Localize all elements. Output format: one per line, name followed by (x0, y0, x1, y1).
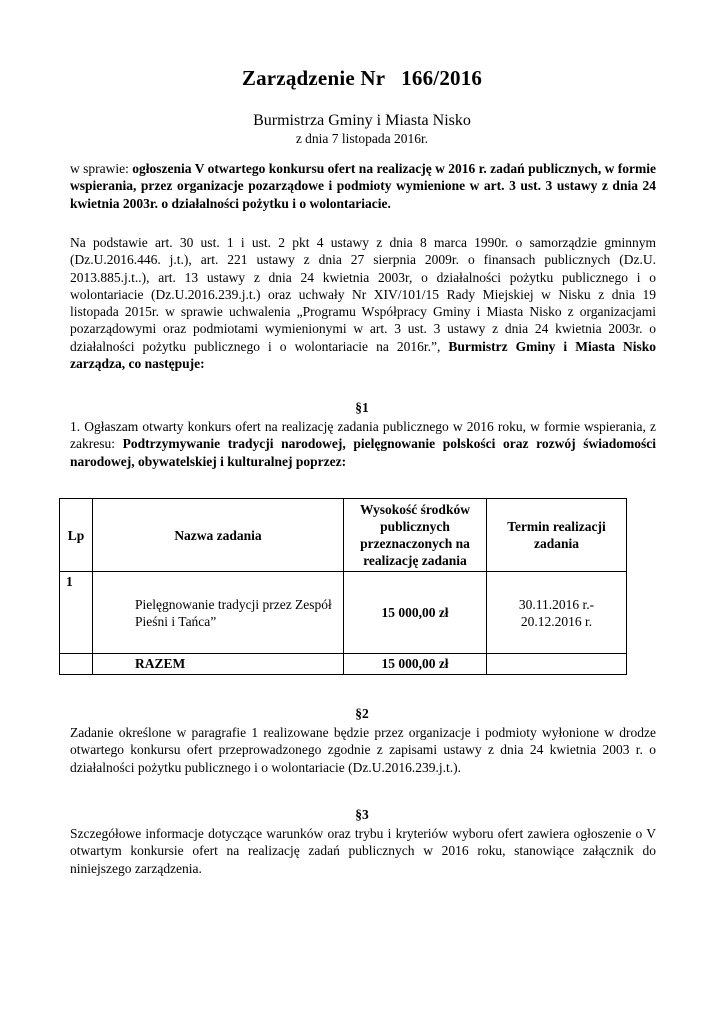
document-title: Zarządzenie Nr 166/2016 (241, 66, 483, 90)
header-term: Termin realizacji zadania (487, 499, 627, 572)
section-1-heading: §1 (355, 400, 369, 415)
header-task-name: Nazwa zadania (93, 499, 344, 572)
issuer-subtitle: Burmistrza Gminy i Miasta Nisko (253, 112, 471, 129)
row-term: 30.11.2016 r.- 20.12.2016 r. (487, 572, 627, 654)
legal-basis-paragraph (70, 234, 656, 372)
legal-basis-decision: Burmistrz Gminy i Miasta Nisko zarządza, co następuje: (70, 338, 656, 372)
section-2-heading: §2 (355, 706, 369, 721)
legal-basis-text: Na podstawie art. 30 ust. 1 i ust. 2 pkt 4 ustawy z dnia 8 marca 1990r. o samorządzie gminnym (Dz.U.2016.446. j.t.), art. 221 ustawy z dnia 27 sierpnia 2009r. o finansach publicznych (Dz.U. 2013.885.j.t..), art. 13 ustawy z dnia 24 kwietnia 2003r, o działalności pożytku publicznego i o wolontariacie (Dz.U.2016.239.j.t.) oraz uchwały Nr XIV/101/15 Rady Miejskiej w Nisku z dnia 19 listopada 2015r. w sprawie uchwalenia „Programu Współpracy Gminy i Miasta Nisko z organizacjami pozarządowymi oraz podmiotami wymienionymi w art. 3 ust. 3 ustawy z dnia 24 kwietnia 2003r. o działalności pożytku publicznego i o wolontariacie na 2016r.”, (70, 235, 656, 354)
row-task-name: Pielęgnowanie tradycji przez Zespół Pieśni i Tańca” (93, 572, 344, 654)
table-row (60, 572, 627, 654)
tasks-table (59, 498, 627, 675)
header-amount: Wysokość środków publicznych przeznaczonych na realizację zadania (344, 499, 487, 572)
table-total-row (60, 654, 627, 675)
section-3-paragraph: Szczegółowe informacje dotyczące warunków oraz trybu i kryteriów wyboru ofert zawiera ogłoszenie o V otwartym konkursie ofert na realizację zadań publicznych w 2016 roku, stanowiące załącznik do niniejszego zarządzenia. (70, 826, 656, 876)
total-amount: 15 000,00 zł (344, 654, 487, 675)
section-1-paragraph (70, 418, 656, 470)
total-empty-cell (60, 654, 93, 675)
total-term-empty (487, 654, 627, 675)
row-lp: 1 (60, 572, 93, 654)
section-3-heading: §3 (355, 807, 369, 822)
total-label: RAZEM (93, 654, 344, 675)
row-amount: 15 000,00 zł (344, 572, 487, 654)
subject-text: ogłoszenia V otwartego konkursu ofert na realizację w 2016 r. zadań publicznych, w formie wspierania, przez organizacje pozarządowe i podmioty wymienione w art. 3 ust. 3 ustawy z dnia 24 kwietnia 2003r. o działalności pożytku i o wolontariacie. (70, 161, 657, 211)
issue-date: z dnia 7 listopada 2016r. (295, 131, 429, 146)
subject-paragraph (70, 160, 656, 212)
section-2-paragraph: Zadanie określone w paragrafie 1 realizowane będzie przez organizacje i podmioty wyłonione w drodze otwartego konkursu ofert przeprowadzonego zgodnie z zapisami ustawy z dnia 24 kwietnia 2003 r. o działalności pożytku publicznego i o wolontariacie (Dz.U.2016.239.j.t.). (70, 725, 656, 775)
table-header-row (60, 499, 627, 572)
section-1-text: 1. Ogłaszam otwarty konkurs ofert na realizację zadania publicznego w 2016 roku, w formie wspierania, z zakresu: (70, 419, 656, 452)
subject-prefix: w sprawie: (70, 161, 133, 176)
header-lp: Lp (60, 499, 93, 572)
section-1-scope: Podtrzymywanie tradycji narodowej, pielęgnowanie polskości oraz rozwój świadomości narodowej, obywatelskiej i kulturalnej poprzez: (70, 436, 656, 469)
